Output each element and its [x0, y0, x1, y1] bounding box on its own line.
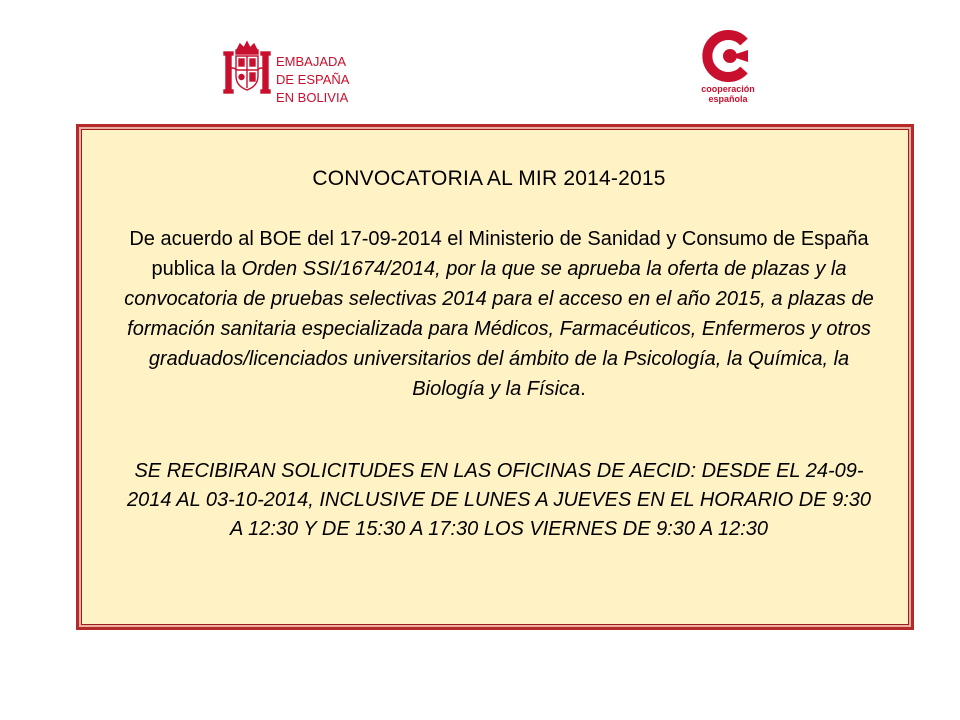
cooperacion-espanola-logo [688, 30, 768, 110]
embassy-name-line: DE ESPAÑA [276, 72, 350, 87]
cooperacion-name-line: cooperación [701, 84, 755, 94]
notice-box [76, 124, 914, 630]
cooperacion-name [688, 84, 768, 104]
notice-body-order: Orden SSI/1674/2014, [241, 258, 441, 280]
spanish-coat-of-arms-icon [222, 40, 272, 100]
notice-body-end: . [580, 378, 586, 400]
embassy-logo [222, 38, 372, 108]
embassy-name-line: EMBAJADA [276, 54, 347, 69]
cooperacion-c-icon [702, 30, 752, 82]
notice-body-rest: por la que se aprueba la oferta de plazas y la convocatoria de pruebas selectivas 2014 para el acceso en el año 2015, a plazas de formación sanitaria especializada para Médicos, Farmacéuticos, Enfermeros y otros graduados/licenciados universitarios del ámbito de la Psicología, la Química, la Biología y la Física [124, 258, 874, 400]
notice-body [119, 224, 879, 404]
cooperacion-name-line: española [708, 94, 748, 104]
notice-body-intro: De acuerdo al BOE del 17-09-2014 el Ministerio de Sanidad y Consumo de España publica la [129, 228, 869, 280]
embassy-name-line: EN BOLIVIA [276, 90, 349, 105]
notice-title: CONVOCATORIA AL MIR 2014-2015 [312, 167, 666, 190]
notice-applications: SE RECIBIRAN SOLICITUDES EN LAS OFICINAS DE AECID: DESDE EL 24-09-2014 AL 03-10-2014, INCLUSIVE DE LUNES A JUEVES EN EL HORARIO DE 9:30 A 12:30 Y DE 15:30 A 17:30 LOS VIERNES DE 9:30 A 12:30 [126, 460, 872, 540]
embassy-name [276, 53, 349, 107]
